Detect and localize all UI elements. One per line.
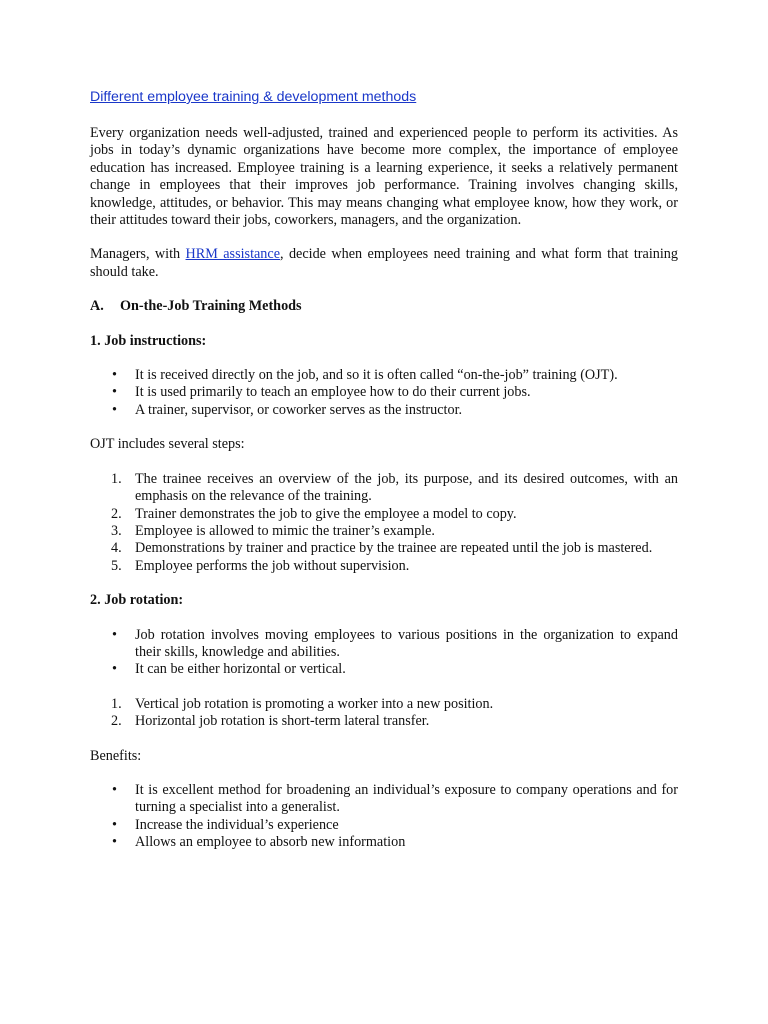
- list-item: [90, 834, 678, 851]
- list-item-text: It is excellent method for broadening an individual’s exposure to company operations and for turning a specialist into a generalist.: [135, 781, 678, 816]
- list-item-text: Demonstrations by trainer and practice by the trainee are repeated until the job is mastered.: [135, 540, 653, 557]
- list-item: [90, 540, 678, 557]
- list-number: 1.: [111, 470, 122, 487]
- list-item: [90, 506, 678, 523]
- bullet-icon: •: [112, 367, 117, 384]
- job-rotation-heading: 2. Job rotation:: [90, 592, 184, 609]
- job-rotation-bullets: [90, 627, 678, 679]
- list-item: [90, 558, 678, 575]
- list-item-text: Employee performs the job without supervision.: [135, 557, 410, 574]
- document-title[interactable]: Different employee training & development methods: [90, 89, 417, 105]
- list-item: [90, 713, 678, 730]
- list-item-text: Vertical job rotation is promoting a worker into a new position.: [135, 695, 494, 712]
- list-number: 5.: [111, 557, 122, 574]
- intro-paragraph: Every organization needs well-adjusted, trained and experienced people to perform its activities. As jobs in today’s dynamic organizations have become more complex, the importance of employee education has increased. Employee training is a learning experience, it seeks a relatively permanent change in employees that their improves job performance. Training involves changing skills, knowledge, attitudes, or behavior. This may means changing what employee know, how they work, or their attitudes toward their jobs, coworkers, managers, and the organization.: [90, 125, 678, 229]
- list-item-text: The trainee receives an overview of the job, its purpose, and its desired outcomes, with an emphasis on the relevance of the training.: [135, 470, 678, 505]
- bullet-icon: •: [112, 384, 117, 401]
- bullet-icon: •: [112, 834, 117, 851]
- list-item: [90, 817, 678, 834]
- benefits-bullets: [90, 782, 678, 852]
- list-item: [90, 384, 678, 401]
- list-item-text: Employee is allowed to mimic the trainer’s example.: [135, 522, 435, 539]
- list-number: 2.: [111, 505, 122, 522]
- ojt-steps-list: [90, 471, 678, 575]
- section-a-title: On-the-Job Training Methods: [120, 298, 302, 315]
- section-a-heading: [90, 298, 678, 315]
- list-item: [90, 661, 678, 678]
- list-item: [90, 627, 678, 662]
- hrm-assistance-link[interactable]: HRM assistance: [185, 246, 280, 263]
- document-page: [90, 88, 678, 869]
- list-item-text: Trainer demonstrates the job to give the employee a model to copy.: [135, 505, 517, 522]
- bullet-icon: •: [112, 401, 117, 418]
- list-number: 3.: [111, 522, 122, 539]
- list-item: [90, 402, 678, 419]
- list-item: [90, 782, 678, 817]
- list-item: [90, 696, 678, 713]
- list-number: 2.: [111, 713, 122, 730]
- ojt-intro: OJT includes several steps:: [90, 436, 245, 453]
- bullet-icon: •: [112, 661, 117, 678]
- list-item-text: Job rotation involves moving employees to various positions in the organization to expand their skills, knowledge and abilities.: [135, 626, 678, 660]
- list-item-text: It is used primarily to teach an employee how to do their current jobs.: [135, 384, 531, 401]
- managers-text-before: Managers, with: [90, 246, 186, 263]
- job-instructions-bullets: [90, 367, 678, 419]
- section-a-letter: A.: [90, 298, 104, 315]
- list-item: [90, 523, 678, 540]
- list-item-text: Allows an employee to absorb new information: [135, 834, 406, 851]
- managers-paragraph: [90, 246, 678, 281]
- bullet-icon: •: [112, 781, 117, 798]
- list-item-text: A trainer, supervisor, or coworker serves as the instructor.: [135, 401, 463, 418]
- list-item-text: Increase the individual’s experience: [135, 816, 339, 833]
- managers-text-after: , decide when employees need training and what form that training should take.: [90, 246, 678, 280]
- bullet-icon: •: [112, 816, 117, 833]
- list-item: [90, 471, 678, 506]
- bullet-icon: •: [112, 626, 117, 643]
- list-item-text: Horizontal job rotation is short-term lateral transfer.: [135, 713, 430, 730]
- list-item-text: It can be either horizontal or vertical.: [135, 661, 346, 678]
- list-item: [90, 367, 678, 384]
- rotation-types-list: [90, 696, 678, 731]
- job-instructions-heading: 1. Job instructions:: [90, 332, 207, 349]
- list-number: 4.: [111, 540, 122, 557]
- list-item-text: It is received directly on the job, and so it is often called “on-the-job” training (OJT).: [135, 367, 618, 384]
- list-number: 1.: [111, 695, 122, 712]
- benefits-label: Benefits:: [90, 747, 142, 764]
